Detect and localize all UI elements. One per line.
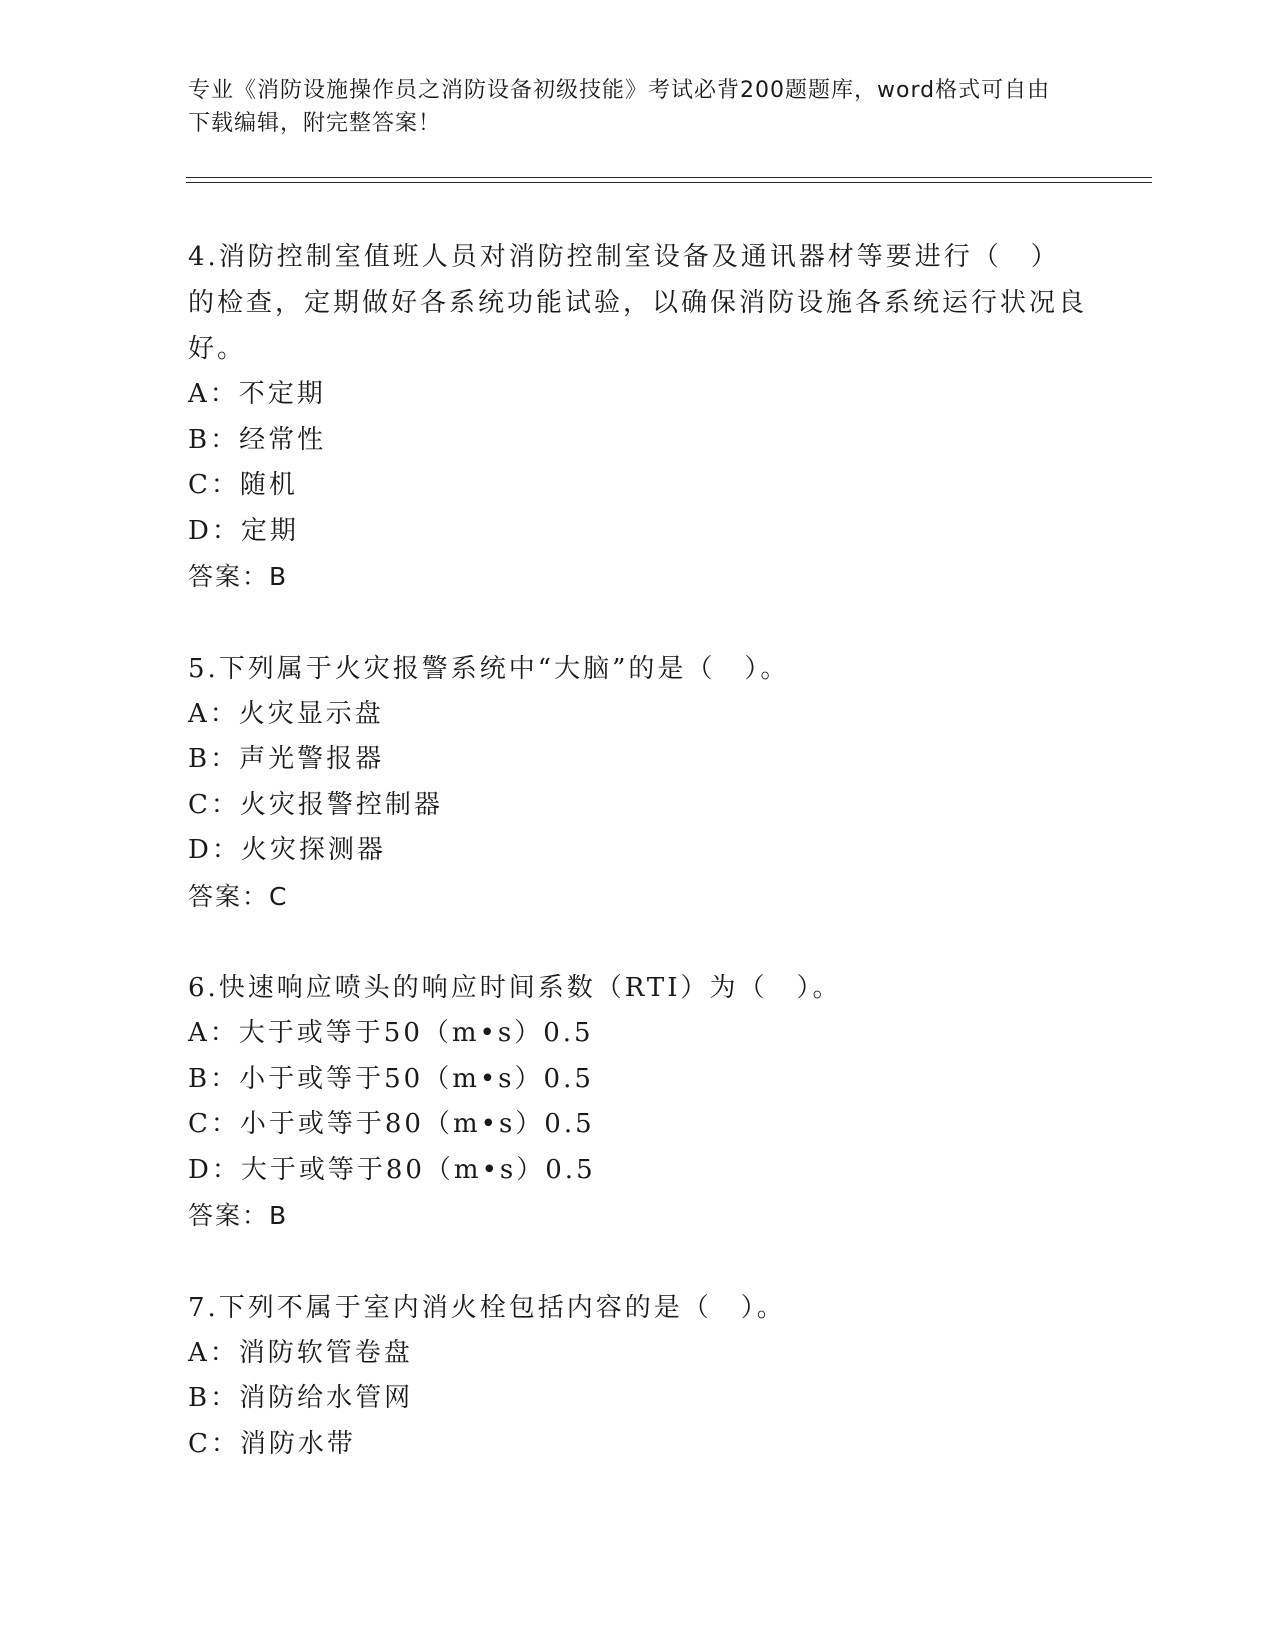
question-list [188,234,1088,1513]
option-d: D：火灾探测器 [188,835,386,865]
option-b: B：消防给水管网 [188,1383,414,1413]
option-c: C：小于或等于80（m•s）0.5 [188,1109,595,1139]
header-divider-top [186,177,1152,178]
option-c: C：随机 [188,470,298,500]
question-text: 7.下列不属于室内消火栓包括内容的是（ ）。 [188,1292,786,1323]
option-b: B：声光警报器 [188,744,385,774]
question-text: 5.下列属于火灾报警系统中“大脑”的是（ ）。 [188,653,790,684]
option-d: D：大于或等于80（m•s）0.5 [188,1154,596,1185]
option-a: A：消防软管卷盘 [188,1337,413,1368]
option-c: C：消防水带 [188,1428,356,1459]
document-header: 专业《消防设施操作员之消防设备初级技能》考试必背200题题库，word格式可自由下载编辑，附完整答案！ [188,78,1051,136]
option-b: B：经常性 [188,424,327,455]
option-c: C：火灾报警控制器 [188,789,443,820]
header-divider-bottom [186,182,1152,183]
option-a: A：不定期 [188,379,326,409]
question-text: 4.消防控制室值班人员对消防控制室设备及通讯器材等要进行（ ）的检查，定期做好各系统功能试验，以确保消防设施各系统运行状况良好。 [188,242,1088,364]
question-5 [188,646,1088,920]
question-6 [188,965,1088,1239]
option-d: D：定期 [188,515,299,546]
question-4 [188,234,1088,600]
question-7 [188,1285,1088,1468]
answer: 答案：C [188,881,289,911]
option-b: B：小于或等于50（m•s）0.5 [188,1063,594,1094]
answer: 答案：B [188,1201,289,1230]
question-text: 6.快速响应喷头的响应时间系数（RTI）为（ ）。 [188,973,842,1003]
answer: 答案：B [188,562,289,591]
option-a: A：火灾显示盘 [188,698,384,729]
option-a: A：大于或等于50（m•s）0.5 [188,1018,594,1048]
